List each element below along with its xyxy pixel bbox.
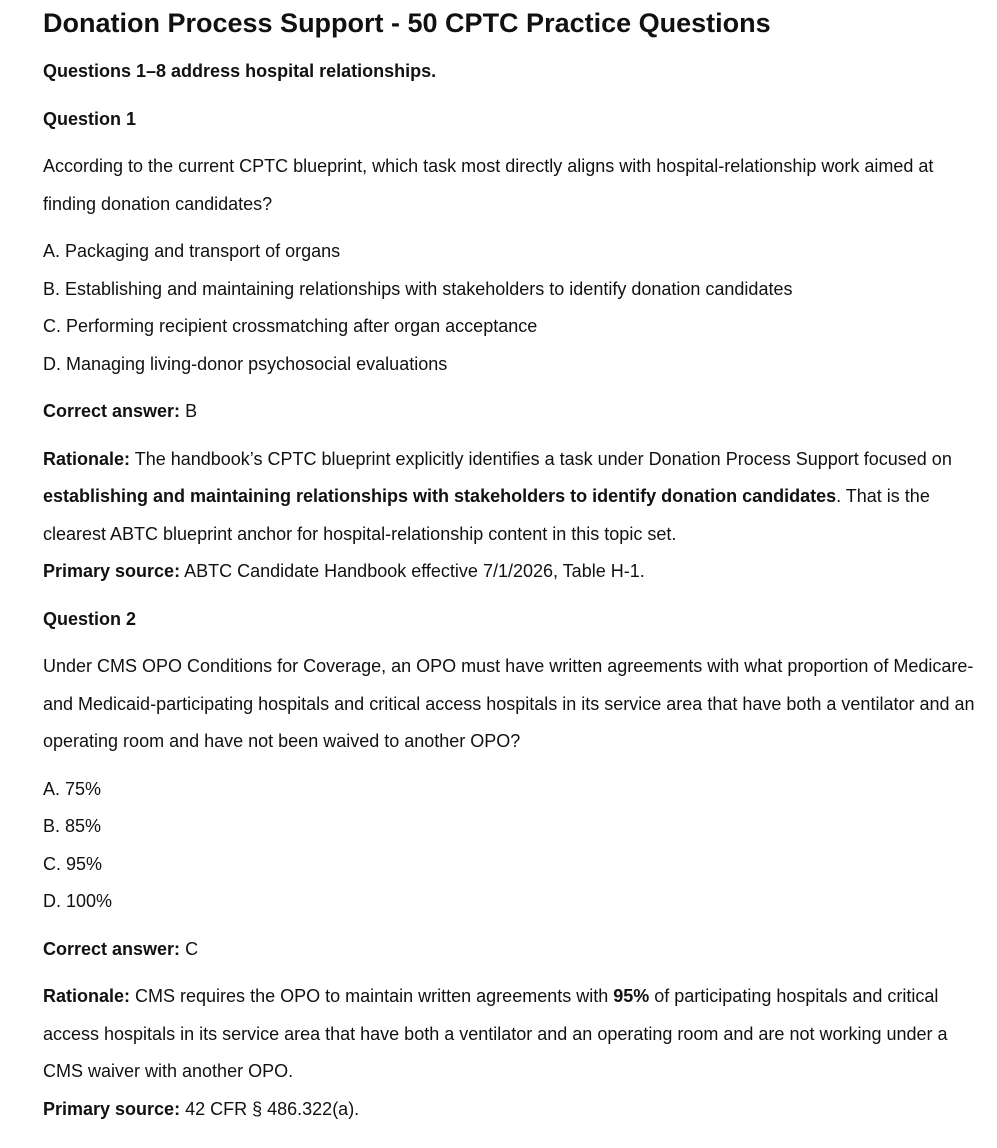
option-c: C. 95% xyxy=(43,853,103,874)
option-d: D. Managing living-donor psychosocial evaluations xyxy=(43,353,448,374)
rationale-text-end: . That is the clearest ABTC blueprint anchor for hospital-relationship content in this topic set. xyxy=(43,486,930,544)
options-list xyxy=(43,233,983,383)
question-2 xyxy=(43,601,983,1129)
option-a: A. 75% xyxy=(43,778,102,799)
rationale-emphasis: 95% xyxy=(613,986,650,1006)
source-text: 42 CFR § 486.322(a). xyxy=(185,1098,360,1119)
source-text: ABTC Candidate Handbook effective 7/1/2026, Table H-1. xyxy=(184,561,645,581)
option-b: B. 85% xyxy=(43,816,102,836)
rationale xyxy=(43,978,983,1091)
correct-answer-value: C xyxy=(185,938,199,959)
page-title: Donation Process Support - 50 CPTC Practice Questions xyxy=(43,8,771,38)
source-label: Primary source: xyxy=(43,1098,181,1119)
primary-source xyxy=(43,1091,983,1129)
option-a: A. Packaging and transport of organs xyxy=(43,241,341,261)
rationale-label: Rationale: xyxy=(43,448,131,469)
correct-answer-label: Correct answer: xyxy=(43,401,181,421)
correct-answer xyxy=(43,931,983,969)
rationale-emphasis: establishing and maintaining relationships with stakeholders to identify donation candidates xyxy=(43,486,837,506)
rationale-text: The handbook’s CPTC blueprint explicitly identifies a task under Donation Process Support focused on xyxy=(134,448,952,469)
question-text: According to the current CPTC blueprint, which task most directly aligns with hospital-relationship work aimed at finding donation candidates? xyxy=(43,156,934,214)
rationale-text-end: of participating hospitals and critical access hospitals in its service area that have both a ventilator and an operating room and are not working under a CMS waiver with another OPO. xyxy=(43,986,948,1081)
option-c: C. Performing recipient crossmatching after organ acceptance xyxy=(43,316,538,336)
question-heading: Question 2 xyxy=(43,608,137,629)
primary-source xyxy=(43,553,983,591)
source-label: Primary source: xyxy=(43,561,181,581)
question-heading: Question 1 xyxy=(43,108,137,129)
correct-answer-label: Correct answer: xyxy=(43,938,181,959)
option-b: B. Establishing and maintaining relationships with stakeholders to identify donation candidates xyxy=(43,278,793,299)
intro-note: Questions 1–8 address hospital relationships. xyxy=(43,61,437,81)
correct-answer-value: B xyxy=(185,401,198,421)
question-text: Under CMS OPO Conditions for Coverage, an OPO must have written agreements with what proportion of Medicare- and Medicaid-participating hospitals and critical access hospitals in its service area that have both a ventilator and an operating room and have not been waived to another OPO? xyxy=(43,656,975,751)
rationale-text: CMS requires the OPO to maintain written agreements with xyxy=(135,986,614,1006)
options-list xyxy=(43,771,983,921)
rationale xyxy=(43,441,983,554)
rationale-label: Rationale: xyxy=(43,986,131,1006)
correct-answer xyxy=(43,393,983,431)
question-1 xyxy=(43,101,983,591)
option-d: D. 100% xyxy=(43,891,113,911)
